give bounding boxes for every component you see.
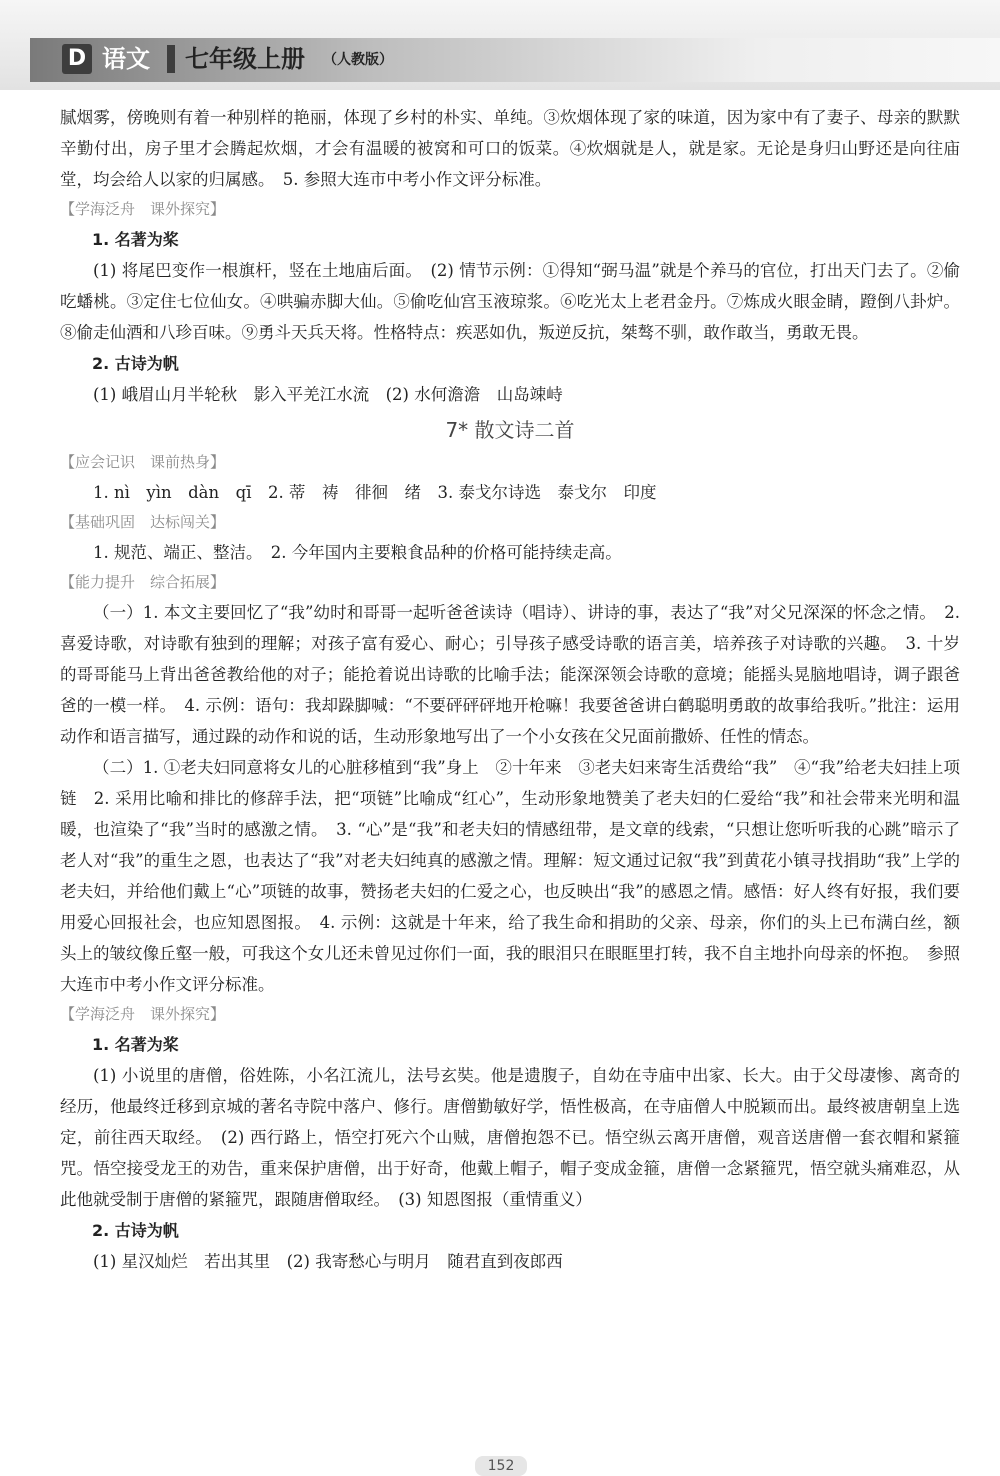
- header-band: [30, 38, 1000, 82]
- section-heading: 【学海泛舟 课外探究】: [60, 1005, 226, 1023]
- paragraph: (1) 将尾巴变作一根旗杆，竖在土地庙后面。 (2) 情节示例：①得知“弼马温”就是个养马的官位，打出天门去了。②偷吃蟠桃。③定住七位仙女。④哄骗赤脚大仙。⑤偷吃仙宫玉液琼浆。⑥吃光太上老君金丹。⑦炼成火眼金睛，蹬倒八卦炉。⑧偷走仙酒和八珍百味。⑨勇斗天兵天将。性格特点：疾恶如仇，叛逆反抗，桀骜不驯，敢作敢当，勇敢无畏。: [60, 261, 960, 342]
- paragraph: (1) 小说里的唐僧，俗姓陈，小名江流儿，法号玄奘。他是遗腹子，自幼在寺庙中出家、长大。由于父母凄惨、离奇的经历，他最终迁移到京城的著名寺院中落户、修行。唐僧勤敏好学，悟性极高，在寺庙僧人中脱颖而出。最终被唐朝皇上选定，前往西天取经。 (2) 西行路上，悟空打死六个山贼，唐僧抱怨不已。悟空纵云离开唐僧，观音送唐僧一套衣帽和紧箍咒。悟空接受龙王的劝告，重来保护唐僧，出于好奇，他戴上帽子，帽子变成金箍，唐僧一念紧箍咒，悟空就头痛难忍，从此他就受制于唐僧的紧箍咒，跟随唐僧取经。 (3) 知恩图报（重情重义）: [60, 1066, 960, 1209]
- paragraph: (1) 峨眉山月半轮秋 影入平羌江水流 (2) 水何澹澹 山岛竦峙: [93, 385, 563, 404]
- section-heading: 【学海泛舟 课外探究】: [60, 200, 226, 218]
- grade-label: 七年级上册: [185, 45, 305, 73]
- item-heading: 1. 名著为桨: [92, 230, 179, 249]
- answer-content: [60, 102, 960, 1277]
- lesson-title: 7* 散文诗二首: [445, 418, 575, 442]
- paragraph: （二）1. ①老夫妇同意将女儿的心脏移植到“我”身上 ②十年来 ③老夫妇来寄生活费给“我” ④“我”给老夫妇挂上项链 2. 采用比喻和排比的修辞手法，把“项链”比喻成“红心”，生动形象地赞美了老夫妇的仁爱给“我”和社会带来光明和温暖，也渲染了“我”当时的感激之情。 3. “心”是“我”和老夫妇的情感纽带，是文章的线索，“只想让您听听我的心跳”暗示了老人对“我”的重生之恩，也表达了“我”对老夫妇纯真的感激之情。理解：短文通过记叙“我”到黄花小镇寻找捐助“我”上学的老夫妇，并给他们戴上“心”项链的故事，赞扬老夫妇的仁爱之心，也反映出“我”的感恩之情。感悟：好人终有好报，我们要用爱心回报社会，也应知恩图报。 4. 示例：这就是十年来，给了我生命和捐助的父亲、母亲，你们的头上已布满白丝，额头上的皱纹像丘壑一般，可我这个女儿还未曾见过你们一面，我的眼泪只在眼眶里打转，我不自主地扑向母亲的怀抱。 参照大连市中考小作文评分标准。: [60, 758, 960, 994]
- item-heading: 2. 古诗为帆: [92, 1221, 179, 1240]
- page-number: 152: [475, 1456, 527, 1476]
- subject-label: 语文: [102, 45, 150, 73]
- section-heading: 【基础巩固 达标闯关】: [60, 513, 226, 531]
- section-heading: 【应会记识 课前热身】: [60, 453, 226, 471]
- section-heading: 【能力提升 综合拓展】: [60, 573, 226, 591]
- item-heading: 2. 古诗为帆: [92, 354, 179, 373]
- paragraph: 1. nì yìn dàn qī 2. 蒂 祷 徘徊 绪 3. 泰戈尔诗选 泰戈尔 印度: [93, 483, 657, 502]
- paragraph: 1. 规范、端正、整洁。 2. 今年国内主要粮食品种的价格可能持续走高。: [93, 543, 622, 562]
- item-heading: 1. 名著为桨: [92, 1035, 179, 1054]
- section-badge: D: [62, 44, 92, 74]
- paragraph: （一）1. 本文主要回忆了“我”幼时和哥哥一起听爸爸读诗（唱诗）、讲诗的事，表达了“我”对父兄深深的怀念之情。 2. 喜爱诗歌，对诗歌有独到的理解；对孩子富有爱心、耐心；引导孩子感受诗歌的语言美，培养孩子对诗歌的兴趣。 3. 十岁的哥哥能马上背出爸爸教给他的对子；能抢着说出诗歌的比喻手法；能深深领会诗歌的意境；能摇头晃脑地唱诗，调子跟爸爸的一模一样。 4. 示例：语句：我却跺脚喊：“不要砰砰砰地开枪嘛！我要爸爸讲白鹤聪明勇敢的故事给我听。”批注：运用动作和语言描写，通过跺的动作和说的话，生动形象地写出了一个小女孩在父兄面前撒娇、任性的情态。: [60, 603, 960, 746]
- edition-label: （人教版）: [323, 52, 393, 68]
- paragraph-top: 腻烟雾，傍晚则有着一种别样的艳丽，体现了乡村的朴实、单纯。③炊烟体现了家的味道，因为家中有了妻子、母亲的默默辛勤付出，房子里才会腾起炊烟，才会有温暖的被窝和可口的饭菜。④炊烟就是人，就是家。无论是身归山野还是向往庙堂，均会给人以家的归属感。 5. 参照大连市中考小作文评分标准。: [60, 108, 960, 189]
- page-header: [0, 0, 1000, 90]
- paragraph: (1) 星汉灿烂 若出其里 (2) 我寄愁心与明月 随君直到夜郎西: [93, 1252, 563, 1271]
- header-divider: [167, 45, 175, 73]
